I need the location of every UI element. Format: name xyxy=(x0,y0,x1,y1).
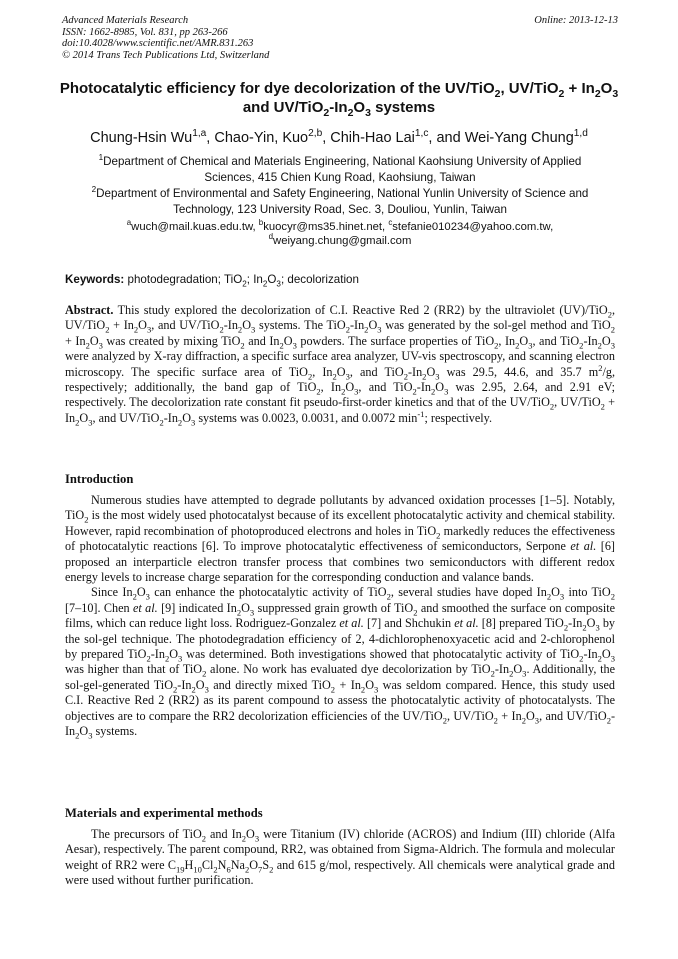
affiliation-2: $^2$Department of Environmental and Safety Engineering, National Yunlin University of Science and Technology, 123 University Road, Sec. 3, Douliou, Yunlin, Taiwan xyxy=(91,185,589,216)
keywords-line: Keywords: photodegradation; TiO$_2$; $In_2O_3$; decolorization xyxy=(65,273,359,289)
paragraph: Numerous studies have attempted to degrade pollutants by advanced oxidation processes [1–5]. Notably, TiO$_2$ is the most widely used photocatalyst because of its excellent photocatalytic activity and chemical stability. However, rapid recombination of photoproduced electrons and holes in TiO$_2$ markedly reduces the effectiveness of photocatalytic reactions [6]. To improve photocatalytic effectiveness of semiconductors, Serpone et al. [6] proposed an interparticle electron transfer process that combines two semiconductors with different redox energy levels to increase charge separation for the corresponding conduction and valance bands. xyxy=(65,493,615,585)
abstract-label: Abstract. xyxy=(65,303,114,317)
email-link[interactable]: wuch@mail.kuas.edu.tw xyxy=(131,221,253,233)
doi-line: doi:10.4028/www.scientific.net/AMR.831.263 xyxy=(62,38,254,49)
paragraph: Since $In_2O_3$ can enhance the photocatalytic activity of TiO$_2$, several studies have doped $In_2O_3$ into TiO$_2$ [7–10]. Chen et al. [9] indicated $In_2O_3$ suppressed grain growth of TiO$_2$ and smoothed the surface on composite films, which can reduce light loss. Rodriguez-Gonzalez et al. [7] and Shchukin et al. [8] prepared $TiO_2-In_2O_3$ by the sol-gel technique. The photodegradation efficiency of 2, 4-dichlorophenoxyacetic acid and 2-chlorophenol by prepared $TiO_2-In_2O_3$ was determined. Both investigations showed that photocatalytic activity of $TiO_2-In_2O_3$ was higher than that of TiO$_2$ alone. No work has evaluated dye decolorization by $TiO_2-In_2O_3$. Additionally, the sol-gel-generated $TiO_2-In_2O_3$ and directly mixed $TiO_2 + In_2O_3$ was seldom compared. Hence, this study used C.I. Reactive Red 2 (RR2) as its parent compound to assess the photocatalytic activity of photocatalysts. The objectives are to compare the RR2 decolorization efficiencies of the UV/TiO$_2$, $UV/TiO_2 + In_2O_3$, and $UV/TiO_2-In_2O_3$ systems. xyxy=(65,585,616,741)
email-link[interactable]: stefanie010234@yahoo.com.tw xyxy=(392,221,551,233)
copyright-line: © 2014 Trans Tech Publications Ltd, Switzerland xyxy=(62,49,270,61)
author-name: Chung-Hsin Wu xyxy=(90,130,193,146)
affiliation-1: $^1$Department of Chemical and Materials Engineering, National Kaohsiung University of Applied Sciences, 415 Chien Kung Road, Kaohsiung, Taiwan xyxy=(98,153,582,184)
journal-header xyxy=(62,15,618,61)
author-name: Wei-Yang Chung xyxy=(464,130,574,146)
author-list: Chung-Hsin Wu$^{1,a}$, Chao-Yin, Kuo$^{2,b}$, Chih-Hao Lai$^{1,c}$, and Wei-Yang Chung$^{1,d}$ xyxy=(90,128,588,146)
author-name: Chao-Yin, Kuo xyxy=(214,130,309,146)
online-date: Online: 2013-12-13 xyxy=(534,15,618,26)
issn-line: ISSN: 1662-8985, Vol. 831, pp 263-266 xyxy=(62,26,228,38)
journal-name: Advanced Materials Research xyxy=(62,15,189,26)
email-link[interactable]: weiyang.chung@gmail.com xyxy=(273,235,412,247)
author-name: Chih-Hao Lai xyxy=(330,130,415,146)
section-heading-introduction: Introduction xyxy=(65,472,134,486)
abstract-text: This study explored the decolorization of C.I. Reactive Red 2 (RR2) by the ultraviolet (UV)/TiO$_2$, $UV/TiO_2 + In_2O_3$, and $UV/TiO_2-In_2O_3$ systems. The $TiO_2-In_2O_3$ was generated by the sol-gel method and $TiO_2 + In_2O_3$ was created by mixing TiO$_2$ and $In_2O_3$ powders. The surface properties of TiO$_2$, $In_2O_3$, and $TiO_2-In_2O_3$ were analyzed by X-ray diffraction, a specific surface area analyzer, UV-vis spectroscopy, and scanning electron microscopy. The specific surface area of TiO$_2$, $In_2O_3$, and $TiO_2-In_2O_3$ was 29.5, 44.6, and 35.7 $m^2/g$, respectively; additionally, the band gap of TiO$_2$, $In_2O_3$, and $TiO_2-In_2O_3$ was 2.95, 2.64, and 2.91 eV; respectively. The decolorization rate constant fit pseudo-first-order kinetics and that of the UV/TiO$_2$, $UV/TiO_2 + In_2O_3$, and $UV/TiO_2-In_2O_3$ systems was 0.0023, 0.0031, and 0.0072 $\min^{-1}$; respectively. xyxy=(65,303,616,428)
paper-title: Photocatalytic efficiency for dye decolorization of the UV/TiO$_2$, $UV/TiO_2 + In_2O_3$ and $UV/TiO_2-In_2O_3$ systems xyxy=(59,80,619,119)
abstract xyxy=(65,303,615,426)
keywords-label: Keywords: xyxy=(65,273,125,286)
paragraph: The precursors of TiO$_2$ and $In_2O_3$ were Titanium (IV) chloride (ACROS) and Indium (III) chloride (Alfa Aesar), respectively. The parent compound, RR2, was obtained from Sigma-Aldrich. The formula and molecular weight of RR2 were $C_{19}H_{10}Cl_2N_6Na_2O_7S_2$ and 615 g/mol, respectively. All chemicals were analytical grade and were used without further purification. xyxy=(65,827,615,888)
methods-body xyxy=(65,827,615,889)
introduction-body xyxy=(65,493,615,740)
email-link[interactable]: kuocyr@ms35.hinet.net xyxy=(263,221,383,233)
section-heading-methods: Materials and experimental methods xyxy=(65,806,263,820)
email-list: $^a$wuch@mail.kuas.edu.tw, $^b$kuocyr@ms35.hinet.net, $^c$stefanie010234@yahoo.com.tw, $^d$weiyang.chung@gmail.com xyxy=(126,218,554,247)
